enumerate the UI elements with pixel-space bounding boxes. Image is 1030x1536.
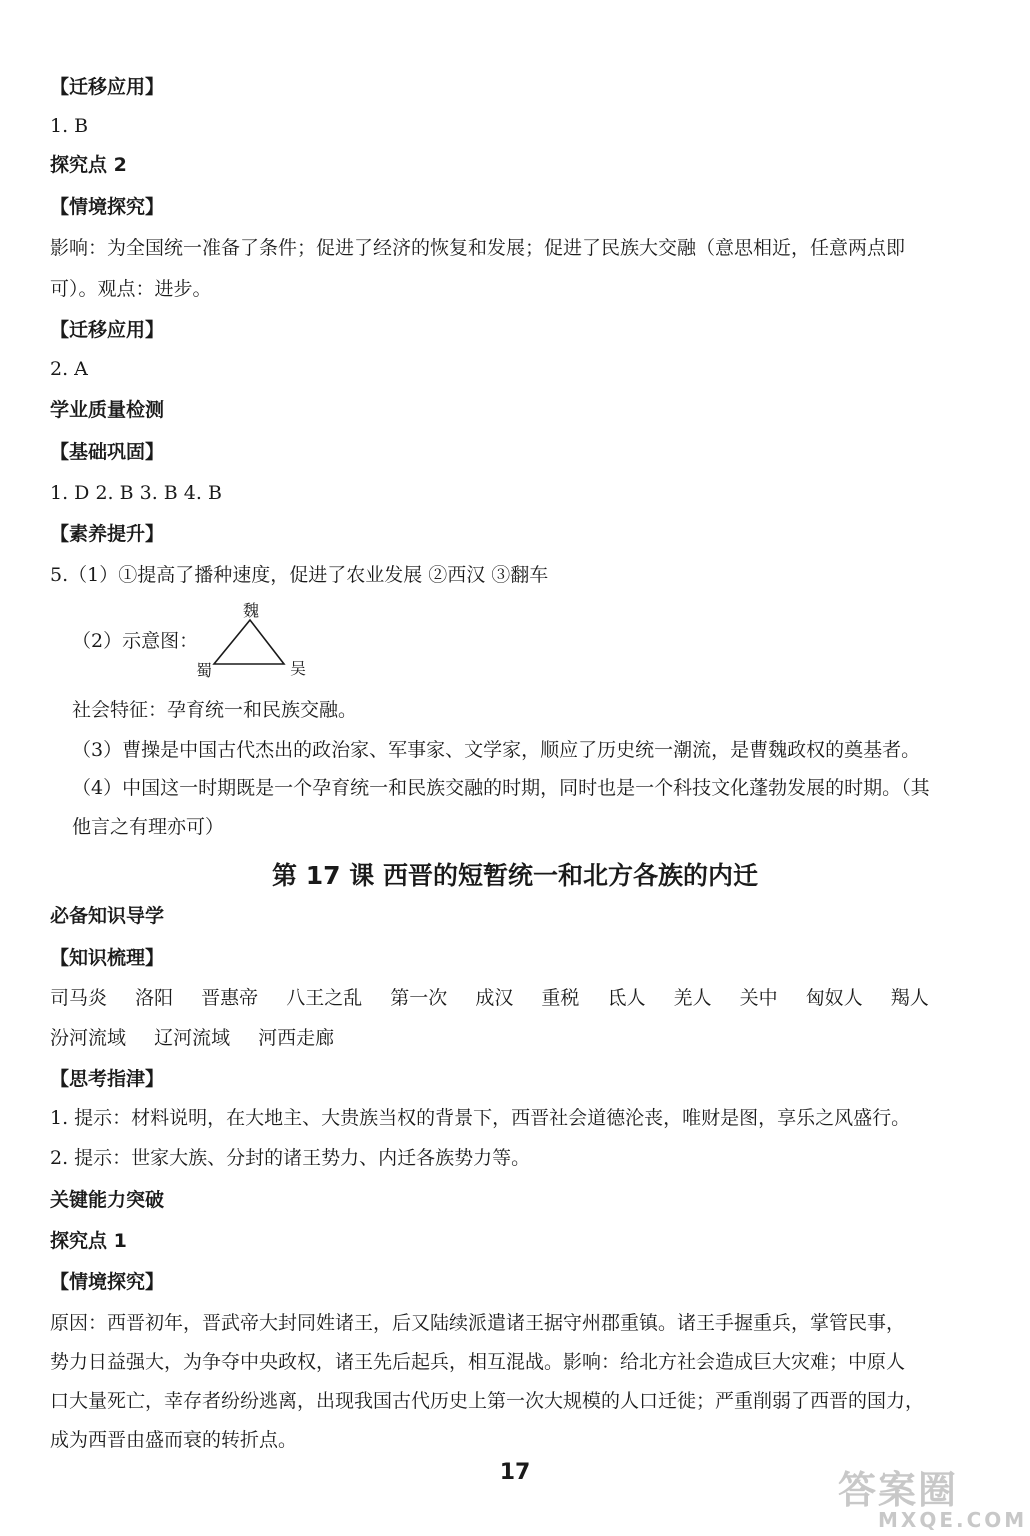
term: 八王之乱 — [286, 987, 363, 1009]
diagram-label-wei: 魏 — [243, 601, 260, 620]
heading-literacy: 【素养提升】 — [50, 523, 165, 545]
page-number: 17 — [499, 1460, 531, 1485]
paragraph-line: （3）曹操是中国古代杰出的政治家、军事家、文学家，顺应了历史统一潮流，是曹魏政权的奠基者。 — [72, 739, 921, 761]
term: 第一次 — [390, 987, 448, 1009]
paragraph-line: 他言之有理亦可） — [72, 816, 225, 838]
paragraph-line: 2. 提示：世家大族、分封的诸王势力、内迁各族势力等。 — [50, 1147, 531, 1169]
term: 关中 — [739, 987, 778, 1009]
heading-quality-test: 学业质量检测 — [50, 399, 165, 421]
term: 洛阳 — [135, 987, 174, 1009]
term: 晋惠帝 — [201, 987, 259, 1009]
paragraph-line: 1. 提示：材料说明，在大地主、大贵族当权的背景下，西晋社会道德沦丧，唯财是图，享乐之风盛行。 — [50, 1107, 911, 1129]
heading-key-ability: 关键能力突破 — [50, 1189, 165, 1211]
term: 辽河流域 — [154, 1027, 231, 1049]
lesson-title: 第 17 课 西晋的短暂统一和北方各族的内迁 — [272, 861, 758, 890]
heading-thinking-guide: 【思考指津】 — [50, 1068, 165, 1090]
heading-transfer-application: 【迁移应用】 — [50, 319, 165, 341]
heading-transfer-application: 【迁移应用】 — [50, 76, 165, 98]
heading-exploration-point: 探究点 1 — [50, 1230, 127, 1252]
term: 羌人 — [673, 987, 712, 1009]
watermark-url: MXQE.COM — [878, 1508, 1028, 1532]
term: 氐人 — [607, 987, 646, 1009]
answer-line: 2. A — [50, 358, 88, 380]
paragraph-line: （4）中国这一时期既是一个孕育统一和民族交融的时期，同时也是一个科技文化蓬勃发展的时期。（其 — [72, 777, 930, 799]
answer-line: 1. B — [50, 115, 89, 137]
term: 汾河流域 — [50, 1027, 127, 1049]
paragraph-line: 口大量死亡，幸存者纷纷逃离，出现我国古代历史上第一次大规模的人口迁徙；严重削弱了西晋的国力， — [50, 1390, 925, 1412]
heading-knowledge-review: 【知识梳理】 — [50, 947, 165, 969]
heading-situation-exploration: 【情境探究】 — [50, 1271, 165, 1293]
answer-line: 1. D 2. B 3. B 4. B — [50, 482, 222, 504]
term: 成汉 — [475, 987, 514, 1009]
watermark-logo — [838, 1468, 1028, 1532]
terms-row — [50, 1026, 356, 1050]
diagram-label-wu: 吴 — [290, 659, 307, 678]
heading-essential-knowledge: 必备知识导学 — [50, 905, 165, 927]
term: 匈奴人 — [805, 987, 863, 1009]
term: 重税 — [541, 987, 580, 1009]
paragraph-line: 影响：为全国统一准备了条件；促进了经济的恢复和发展；促进了民族大交融（意思相近，任意两点即 — [50, 237, 906, 259]
answer-line: 5.（1）①提高了播种速度，促进了农业发展 ②西汉 ③翻车 — [50, 564, 549, 586]
term: 司马炎 — [50, 987, 108, 1009]
paragraph-line: 社会特征：孕育统一和民族交融。 — [72, 699, 358, 721]
watermark-text: 答案圈 — [838, 1468, 959, 1512]
terms-row — [50, 986, 951, 1010]
diagram-label-shu: 蜀 — [196, 661, 213, 680]
paragraph-line: 成为西晋由盛而衰的转折点。 — [50, 1429, 298, 1451]
triangle-shape — [210, 618, 286, 670]
heading-situation-exploration: 【情境探究】 — [50, 196, 165, 218]
heading-exploration-point: 探究点 2 — [50, 154, 127, 176]
heading-foundation: 【基础巩固】 — [50, 441, 165, 463]
term: 河西走廊 — [258, 1027, 335, 1049]
term: 羯人 — [890, 987, 929, 1009]
paragraph-line: 势力日益强大，为争夺中央政权，诸王先后起兵，相互混战。影响：给北方社会造成巨大灾难；中原人 — [50, 1351, 906, 1373]
paragraph-line: 可）。观点：进步。 — [50, 278, 212, 300]
paragraph-line: 原因：西晋初年，晋武帝大封同姓诸王，后又陆续派遣诸王据守州郡重镇。诸王手握重兵，掌管民事， — [50, 1312, 906, 1334]
diagram-caption: （2）示意图： — [72, 630, 199, 652]
